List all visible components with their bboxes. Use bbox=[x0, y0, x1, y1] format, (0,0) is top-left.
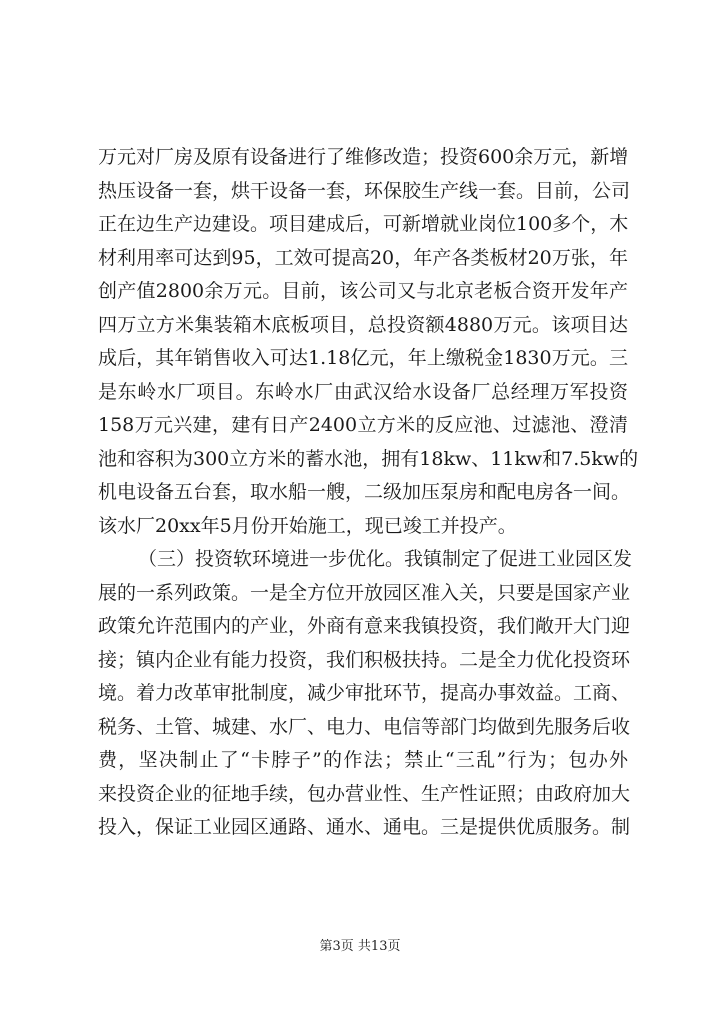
text-line: 创产值2800余万元。目前，该公司又与北京老板合资开发年产 bbox=[98, 280, 628, 302]
text-line: 成后，其年销售收入可达1.18亿元，年上缴税金1830万元。三 bbox=[98, 347, 628, 369]
section-heading-line: （三）投资软环境进一步优化。我镇制定了促进工业园区发 bbox=[138, 548, 633, 570]
document-body bbox=[98, 141, 639, 845]
text-line: 来投资企业的征地手续，包办营业性、生产性证照；由政府加大 bbox=[98, 782, 631, 805]
text-line: 池和容积为300立方米的蓄水池，拥有18kw、11kw和7.5kw的 bbox=[98, 447, 639, 470]
text-line: 机电设备五台套，取水船一艘，二级加压泵房和配电房各一间。 bbox=[98, 481, 631, 503]
text-line: 是东岭水厂项目。东岭水厂由武汉给水设备厂总经理万军投资 bbox=[98, 380, 628, 403]
text-line: 政策允许范围内的产业，外商有意来我镇投资，我们敞开大门迎 bbox=[98, 615, 631, 637]
page-number: 第3页 共13页 bbox=[319, 939, 401, 954]
text-line: 展的一系列政策。一是全方位开放园区准入关，只要是国家产业 bbox=[98, 581, 631, 604]
text-line: 境。着力改革审批制度，减少审批环节，提高办事效益。工商、 bbox=[98, 682, 631, 704]
text-line: 费，坚决制止了“卡脖子”的作法；禁止“三乱”行为；包办外 bbox=[98, 749, 628, 771]
text-line: 正在边生产边建设。项目建成后，可新增就业岗位100多个，木 bbox=[98, 213, 629, 235]
text-line: 接；镇内企业有能力投资，我们积极扶持。二是全力优化投资环 bbox=[98, 648, 631, 671]
text-line: 该水厂20xx年5月份开始施工，现已竣工并投产。 bbox=[98, 514, 517, 537]
text-line: 投入，保证工业园区通路、通水、通电。三是提供优质服务。制 bbox=[98, 816, 631, 838]
text-line: 税务、土管、城建、水厂、电力、电信等部门均做到先服务后收 bbox=[98, 715, 631, 738]
text-line: 热压设备一套，烘干设备一套，环保胶生产线一套。目前，公司 bbox=[98, 179, 631, 202]
text-line: 万元对厂房及原有设备进行了维修改造；投资600余万元，新增 bbox=[98, 146, 629, 168]
text-line: 158万元兴建，建有日产2400立方米的反应池、过滤池、澄清 bbox=[98, 414, 628, 436]
text-line: 材利用率可达到95，工效可提高20，年产各类板材20万张，年 bbox=[98, 246, 628, 269]
text-line: 四万立方米集装箱木底板项目，总投资额4880万元。该项目达 bbox=[98, 313, 628, 336]
